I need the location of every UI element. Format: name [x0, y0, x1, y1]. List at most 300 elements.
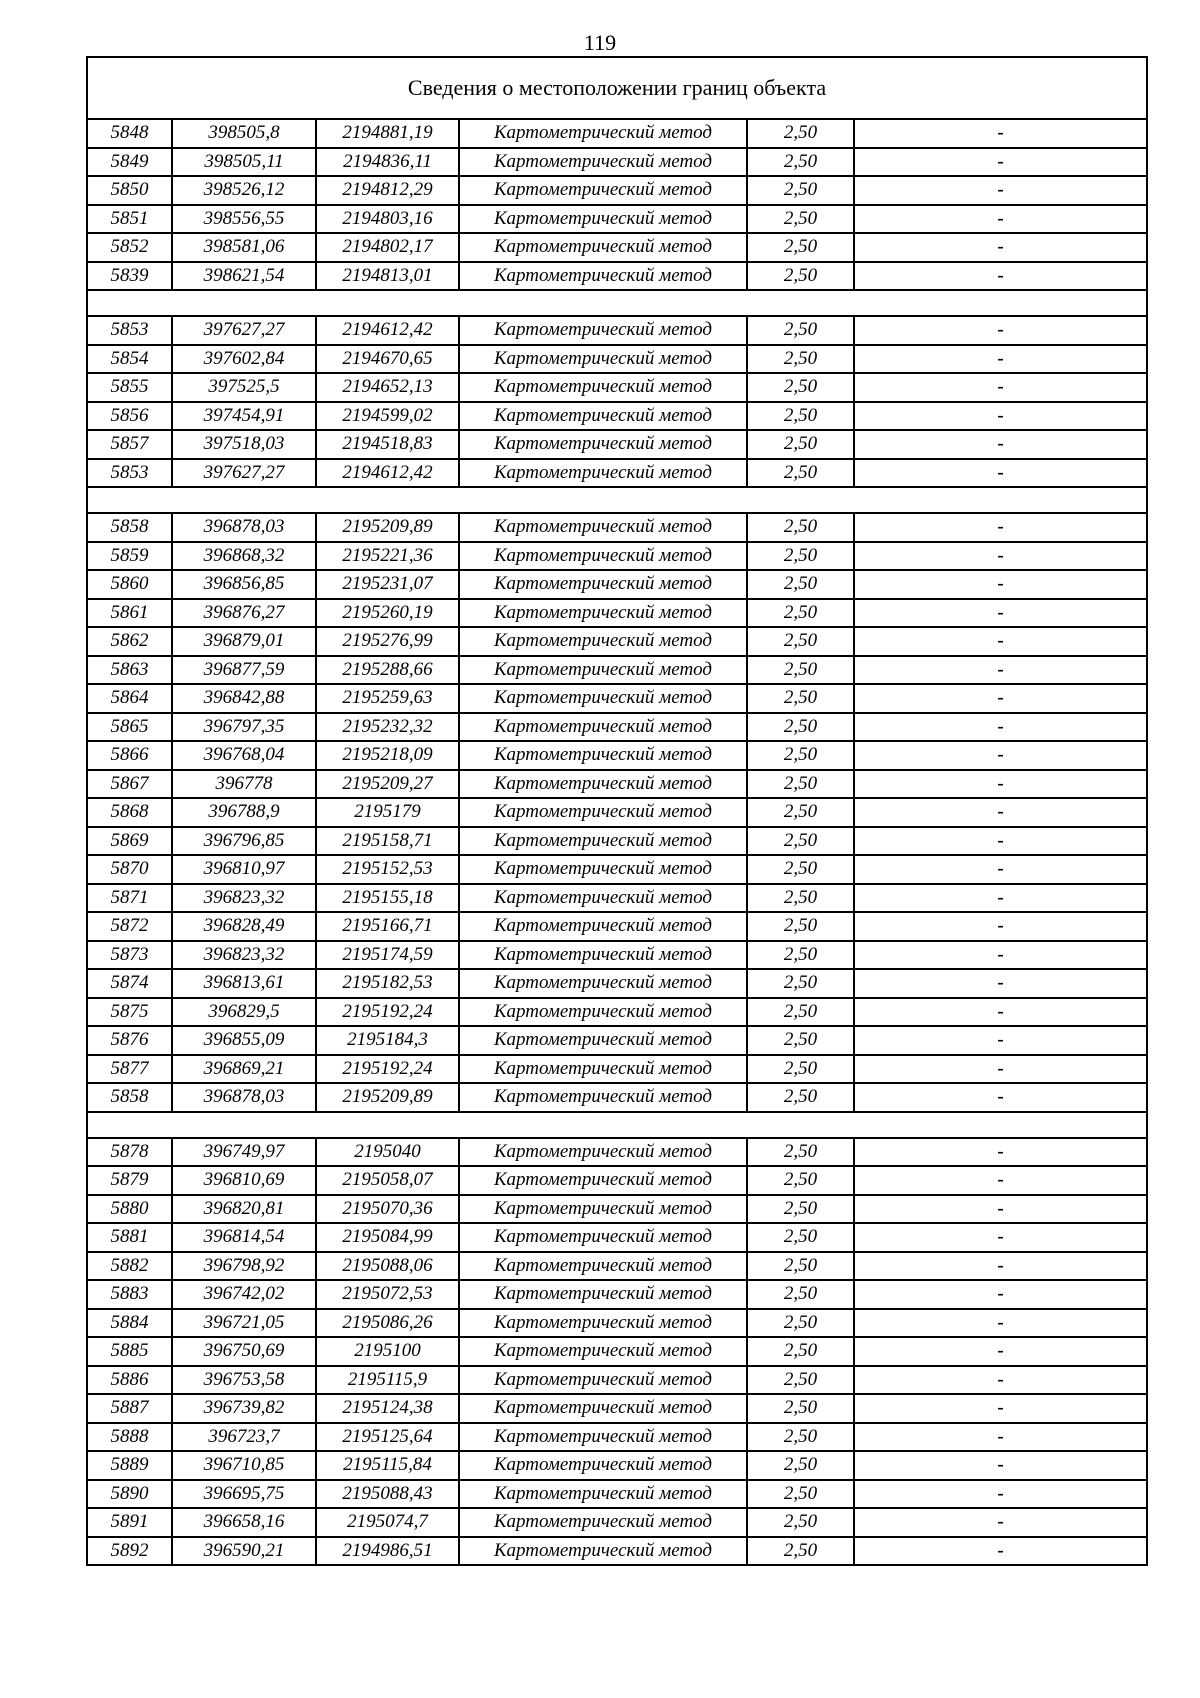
accuracy-cell: 2,50 [747, 1480, 854, 1509]
accuracy-cell: 2,50 [747, 798, 854, 827]
accuracy-cell: 2,50 [747, 1055, 854, 1084]
y-coordinate-cell: 2195192,24 [316, 998, 459, 1027]
point-number-cell: 5848 [88, 120, 172, 148]
y-coordinate-cell: 2195209,27 [316, 770, 459, 799]
x-coordinate-cell: 398505,11 [172, 148, 316, 177]
x-coordinate-cell: 396695,75 [172, 1480, 316, 1509]
group-separator [88, 290, 1146, 316]
table-row [88, 1026, 1146, 1055]
x-coordinate-cell: 397602,84 [172, 345, 316, 374]
method-cell: Картометрический метод [459, 627, 747, 656]
x-coordinate-cell: 397627,27 [172, 316, 316, 345]
method-cell: Картометрический метод [459, 542, 747, 571]
description-cell: - [854, 969, 1146, 998]
x-coordinate-cell: 396797,35 [172, 713, 316, 742]
y-coordinate-cell: 2195209,89 [316, 513, 459, 542]
method-cell: Картометрический метод [459, 1451, 747, 1480]
description-cell: - [854, 373, 1146, 402]
table-row [88, 1337, 1146, 1366]
point-number-cell: 5853 [88, 459, 172, 488]
method-cell: Картометрический метод [459, 373, 747, 402]
x-coordinate-cell: 396749,97 [172, 1138, 316, 1167]
page-number: 119 [583, 30, 617, 55]
description-cell: - [854, 827, 1146, 856]
method-cell: Картометрический метод [459, 430, 747, 459]
description-cell: - [854, 459, 1146, 488]
method-cell: Картометрический метод [459, 1394, 747, 1423]
point-number-cell: 5866 [88, 741, 172, 770]
y-coordinate-cell: 2195100 [316, 1337, 459, 1366]
point-number-cell: 5882 [88, 1252, 172, 1281]
x-coordinate-cell: 396721,05 [172, 1309, 316, 1338]
table-row [88, 233, 1146, 262]
method-cell: Картометрический метод [459, 912, 747, 941]
method-cell: Картометрический метод [459, 459, 747, 488]
x-coordinate-cell: 396878,03 [172, 1083, 316, 1112]
method-cell: Картометрический метод [459, 798, 747, 827]
y-coordinate-cell: 2194612,42 [316, 316, 459, 345]
x-coordinate-cell: 396813,61 [172, 969, 316, 998]
x-coordinate-cell: 398581,06 [172, 233, 316, 262]
table-row [88, 912, 1146, 941]
method-cell: Картометрический метод [459, 1166, 747, 1195]
description-cell: - [854, 542, 1146, 571]
accuracy-cell: 2,50 [747, 1337, 854, 1366]
method-cell: Картометрический метод [459, 262, 747, 291]
description-cell: - [854, 430, 1146, 459]
x-coordinate-cell: 397454,91 [172, 402, 316, 431]
method-cell: Картометрический метод [459, 684, 747, 713]
description-cell: - [854, 713, 1146, 742]
table-row [88, 741, 1146, 770]
method-cell: Картометрический метод [459, 969, 747, 998]
description-cell: - [854, 1138, 1146, 1167]
table-row [88, 1508, 1146, 1537]
description-cell: - [854, 998, 1146, 1027]
table-row [88, 684, 1146, 713]
y-coordinate-cell: 2195221,36 [316, 542, 459, 571]
accuracy-cell: 2,50 [747, 1195, 854, 1224]
coordinates-table-body [88, 120, 1146, 1564]
x-coordinate-cell: 396823,32 [172, 884, 316, 913]
point-number-cell: 5854 [88, 345, 172, 374]
y-coordinate-cell: 2195174,59 [316, 941, 459, 970]
accuracy-cell: 2,50 [747, 884, 854, 913]
description-cell: - [854, 120, 1146, 148]
accuracy-cell: 2,50 [747, 599, 854, 628]
table-row [88, 1423, 1146, 1452]
y-coordinate-cell: 2194986,51 [316, 1537, 459, 1565]
y-coordinate-cell: 2195276,99 [316, 627, 459, 656]
y-coordinate-cell: 2194599,02 [316, 402, 459, 431]
method-cell: Картометрический метод [459, 1195, 747, 1224]
description-cell: - [854, 570, 1146, 599]
accuracy-cell: 2,50 [747, 1423, 854, 1452]
method-cell: Картометрический метод [459, 941, 747, 970]
accuracy-cell: 2,50 [747, 1083, 854, 1112]
y-coordinate-cell: 2195209,89 [316, 1083, 459, 1112]
x-coordinate-cell: 396753,58 [172, 1366, 316, 1395]
description-cell: - [854, 316, 1146, 345]
accuracy-cell: 2,50 [747, 1026, 854, 1055]
table-row [88, 1252, 1146, 1281]
y-coordinate-cell: 2195088,43 [316, 1480, 459, 1509]
table-row [88, 969, 1146, 998]
accuracy-cell: 2,50 [747, 1223, 854, 1252]
accuracy-cell: 2,50 [747, 1366, 854, 1395]
accuracy-cell: 2,50 [747, 345, 854, 374]
method-cell: Картометрический метод [459, 599, 747, 628]
description-cell: - [854, 1026, 1146, 1055]
x-coordinate-cell: 396820,81 [172, 1195, 316, 1224]
y-coordinate-cell: 2195218,09 [316, 741, 459, 770]
x-coordinate-cell: 396879,01 [172, 627, 316, 656]
group-separator [88, 1112, 1146, 1138]
method-cell: Картометрический метод [459, 855, 747, 884]
method-cell: Картометрический метод [459, 1280, 747, 1309]
y-coordinate-cell: 2195184,3 [316, 1026, 459, 1055]
point-number-cell: 5855 [88, 373, 172, 402]
description-cell: - [854, 798, 1146, 827]
table-row [88, 345, 1146, 374]
table-row [88, 1223, 1146, 1252]
method-cell: Картометрический метод [459, 345, 747, 374]
x-coordinate-cell: 396742,02 [172, 1280, 316, 1309]
x-coordinate-cell: 396856,85 [172, 570, 316, 599]
y-coordinate-cell: 2194803,16 [316, 205, 459, 234]
point-number-cell: 5852 [88, 233, 172, 262]
table-row [88, 1394, 1146, 1423]
table-row [88, 262, 1146, 291]
y-coordinate-cell: 2195166,71 [316, 912, 459, 941]
y-coordinate-cell: 2195040 [316, 1138, 459, 1167]
method-cell: Картометрический метод [459, 1337, 747, 1366]
table-row [88, 770, 1146, 799]
table-row [88, 316, 1146, 345]
accuracy-cell: 2,50 [747, 262, 854, 291]
description-cell: - [854, 941, 1146, 970]
table-row [88, 1480, 1146, 1509]
table-row [88, 1055, 1146, 1084]
x-coordinate-cell: 396778 [172, 770, 316, 799]
table-row [88, 1280, 1146, 1309]
point-number-cell: 5864 [88, 684, 172, 713]
description-cell: - [854, 205, 1146, 234]
group-separator-cell [88, 487, 1146, 513]
accuracy-cell: 2,50 [747, 430, 854, 459]
table-row [88, 513, 1146, 542]
method-cell: Картометрический метод [459, 1055, 747, 1084]
method-cell: Картометрический метод [459, 770, 747, 799]
y-coordinate-cell: 2195158,71 [316, 827, 459, 856]
y-coordinate-cell: 2195182,53 [316, 969, 459, 998]
x-coordinate-cell: 396658,16 [172, 1508, 316, 1537]
point-number-cell: 5862 [88, 627, 172, 656]
y-coordinate-cell: 2194612,42 [316, 459, 459, 488]
x-coordinate-cell: 396878,03 [172, 513, 316, 542]
y-coordinate-cell: 2194812,29 [316, 176, 459, 205]
table-row [88, 941, 1146, 970]
table-row [88, 542, 1146, 571]
accuracy-cell: 2,50 [747, 402, 854, 431]
method-cell: Картометрический метод [459, 827, 747, 856]
point-number-cell: 5883 [88, 1280, 172, 1309]
point-number-cell: 5884 [88, 1309, 172, 1338]
accuracy-cell: 2,50 [747, 627, 854, 656]
accuracy-cell: 2,50 [747, 1166, 854, 1195]
accuracy-cell: 2,50 [747, 1508, 854, 1537]
x-coordinate-cell: 396723,7 [172, 1423, 316, 1452]
point-number-cell: 5888 [88, 1423, 172, 1452]
x-coordinate-cell: 396796,85 [172, 827, 316, 856]
accuracy-cell: 2,50 [747, 656, 854, 685]
accuracy-cell: 2,50 [747, 316, 854, 345]
point-number-cell: 5870 [88, 855, 172, 884]
table-row [88, 1451, 1146, 1480]
x-coordinate-cell: 398526,12 [172, 176, 316, 205]
point-number-cell: 5850 [88, 176, 172, 205]
description-cell: - [854, 855, 1146, 884]
point-number-cell: 5839 [88, 262, 172, 291]
x-coordinate-cell: 396798,92 [172, 1252, 316, 1281]
table-row [88, 1083, 1146, 1112]
table-row [88, 855, 1146, 884]
table-row [88, 120, 1146, 148]
accuracy-cell: 2,50 [747, 205, 854, 234]
method-cell: Картометрический метод [459, 741, 747, 770]
method-cell: Картометрический метод [459, 884, 747, 913]
y-coordinate-cell: 2195288,66 [316, 656, 459, 685]
method-cell: Картометрический метод [459, 1508, 747, 1537]
method-cell: Картометрический метод [459, 148, 747, 177]
method-cell: Картометрический метод [459, 1480, 747, 1509]
method-cell: Картометрический метод [459, 713, 747, 742]
y-coordinate-cell: 2195179 [316, 798, 459, 827]
description-cell: - [854, 1223, 1146, 1252]
accuracy-cell: 2,50 [747, 1309, 854, 1338]
table-row [88, 402, 1146, 431]
table-row [88, 627, 1146, 656]
description-cell: - [854, 1280, 1146, 1309]
table-row [88, 1195, 1146, 1224]
description-cell: - [854, 599, 1146, 628]
method-cell: Картометрический метод [459, 233, 747, 262]
accuracy-cell: 2,50 [747, 570, 854, 599]
description-cell: - [854, 1055, 1146, 1084]
table-row [88, 1138, 1146, 1167]
y-coordinate-cell: 2194652,13 [316, 373, 459, 402]
accuracy-cell: 2,50 [747, 233, 854, 262]
accuracy-cell: 2,50 [747, 176, 854, 205]
point-number-cell: 5885 [88, 1337, 172, 1366]
accuracy-cell: 2,50 [747, 998, 854, 1027]
description-cell: - [854, 1166, 1146, 1195]
description-cell: - [854, 656, 1146, 685]
description-cell: - [854, 1423, 1146, 1452]
description-cell: - [854, 770, 1146, 799]
point-number-cell: 5873 [88, 941, 172, 970]
y-coordinate-cell: 2195152,53 [316, 855, 459, 884]
x-coordinate-cell: 396768,04 [172, 741, 316, 770]
table-row [88, 827, 1146, 856]
accuracy-cell: 2,50 [747, 1537, 854, 1565]
x-coordinate-cell: 396829,5 [172, 998, 316, 1027]
x-coordinate-cell: 396810,97 [172, 855, 316, 884]
method-cell: Картометрический метод [459, 1138, 747, 1167]
y-coordinate-cell: 2195086,26 [316, 1309, 459, 1338]
method-cell: Картометрический метод [459, 205, 747, 234]
accuracy-cell: 2,50 [747, 713, 854, 742]
accuracy-cell: 2,50 [747, 373, 854, 402]
accuracy-cell: 2,50 [747, 513, 854, 542]
table-row [88, 1309, 1146, 1338]
y-coordinate-cell: 2194670,65 [316, 345, 459, 374]
table-row [88, 599, 1146, 628]
accuracy-cell: 2,50 [747, 148, 854, 177]
accuracy-cell: 2,50 [747, 1280, 854, 1309]
boundary-table [86, 56, 1148, 1566]
table-row [88, 713, 1146, 742]
accuracy-cell: 2,50 [747, 1394, 854, 1423]
description-cell: - [854, 1480, 1146, 1509]
method-cell: Картометрический метод [459, 998, 747, 1027]
point-number-cell: 5867 [88, 770, 172, 799]
y-coordinate-cell: 2195058,07 [316, 1166, 459, 1195]
description-cell: - [854, 912, 1146, 941]
table-title: Сведения о местоположении границ объекта [88, 58, 1146, 120]
description-cell: - [854, 1337, 1146, 1366]
x-coordinate-cell: 397525,5 [172, 373, 316, 402]
method-cell: Картометрический метод [459, 316, 747, 345]
point-number-cell: 5879 [88, 1166, 172, 1195]
y-coordinate-cell: 2195074,7 [316, 1508, 459, 1537]
table-row [88, 1166, 1146, 1195]
point-number-cell: 5889 [88, 1451, 172, 1480]
point-number-cell: 5857 [88, 430, 172, 459]
method-cell: Картометрический метод [459, 570, 747, 599]
method-cell: Картометрический метод [459, 1252, 747, 1281]
description-cell: - [854, 402, 1146, 431]
accuracy-cell: 2,50 [747, 912, 854, 941]
table-row [88, 459, 1146, 488]
table-row [88, 884, 1146, 913]
y-coordinate-cell: 2194813,01 [316, 262, 459, 291]
y-coordinate-cell: 2194836,11 [316, 148, 459, 177]
accuracy-cell: 2,50 [747, 1252, 854, 1281]
x-coordinate-cell: 396590,21 [172, 1537, 316, 1565]
method-cell: Картометрический метод [459, 1026, 747, 1055]
accuracy-cell: 2,50 [747, 542, 854, 571]
point-number-cell: 5880 [88, 1195, 172, 1224]
x-coordinate-cell: 396823,32 [172, 941, 316, 970]
x-coordinate-cell: 396828,49 [172, 912, 316, 941]
y-coordinate-cell: 2195259,63 [316, 684, 459, 713]
x-coordinate-cell: 396842,88 [172, 684, 316, 713]
accuracy-cell: 2,50 [747, 684, 854, 713]
x-coordinate-cell: 396814,54 [172, 1223, 316, 1252]
point-number-cell: 5872 [88, 912, 172, 941]
accuracy-cell: 2,50 [747, 969, 854, 998]
point-number-cell: 5871 [88, 884, 172, 913]
method-cell: Картометрический метод [459, 1083, 747, 1112]
method-cell: Картометрический метод [459, 656, 747, 685]
y-coordinate-cell: 2195125,64 [316, 1423, 459, 1452]
method-cell: Картометрический метод [459, 1537, 747, 1565]
point-number-cell: 5890 [88, 1480, 172, 1509]
x-coordinate-cell: 396877,59 [172, 656, 316, 685]
method-cell: Картометрический метод [459, 1423, 747, 1452]
method-cell: Картометрический метод [459, 513, 747, 542]
point-number-cell: 5849 [88, 148, 172, 177]
description-cell: - [854, 1394, 1146, 1423]
accuracy-cell: 2,50 [747, 1451, 854, 1480]
x-coordinate-cell: 396710,85 [172, 1451, 316, 1480]
description-cell: - [854, 1083, 1146, 1112]
table-row [88, 1366, 1146, 1395]
accuracy-cell: 2,50 [747, 120, 854, 148]
y-coordinate-cell: 2195192,24 [316, 1055, 459, 1084]
x-coordinate-cell: 396788,9 [172, 798, 316, 827]
description-cell: - [854, 1451, 1146, 1480]
description-cell: - [854, 741, 1146, 770]
x-coordinate-cell: 398556,55 [172, 205, 316, 234]
y-coordinate-cell: 2195232,32 [316, 713, 459, 742]
x-coordinate-cell: 396855,09 [172, 1026, 316, 1055]
x-coordinate-cell: 396868,32 [172, 542, 316, 571]
point-number-cell: 5863 [88, 656, 172, 685]
description-cell: - [854, 176, 1146, 205]
description-cell: - [854, 1366, 1146, 1395]
x-coordinate-cell: 396750,69 [172, 1337, 316, 1366]
description-cell: - [854, 1508, 1146, 1537]
point-number-cell: 5874 [88, 969, 172, 998]
point-number-cell: 5865 [88, 713, 172, 742]
accuracy-cell: 2,50 [747, 941, 854, 970]
description-cell: - [854, 1309, 1146, 1338]
table-row [88, 373, 1146, 402]
description-cell: - [854, 233, 1146, 262]
point-number-cell: 5858 [88, 1083, 172, 1112]
point-number-cell: 5868 [88, 798, 172, 827]
x-coordinate-cell: 397518,03 [172, 430, 316, 459]
accuracy-cell: 2,50 [747, 855, 854, 884]
group-separator-cell [88, 1112, 1146, 1138]
description-cell: - [854, 148, 1146, 177]
point-number-cell: 5858 [88, 513, 172, 542]
description-cell: - [854, 1195, 1146, 1224]
point-number-cell: 5861 [88, 599, 172, 628]
description-cell: - [854, 684, 1146, 713]
table-row [88, 798, 1146, 827]
point-number-cell: 5878 [88, 1138, 172, 1167]
x-coordinate-cell: 398505,8 [172, 120, 316, 148]
x-coordinate-cell: 396876,27 [172, 599, 316, 628]
y-coordinate-cell: 2195084,99 [316, 1223, 459, 1252]
y-coordinate-cell: 2195115,9 [316, 1366, 459, 1395]
group-separator-cell [88, 290, 1146, 316]
group-separator [88, 487, 1146, 513]
point-number-cell: 5853 [88, 316, 172, 345]
table-row [88, 656, 1146, 685]
description-cell: - [854, 1252, 1146, 1281]
point-number-cell: 5887 [88, 1394, 172, 1423]
method-cell: Картометрический метод [459, 1223, 747, 1252]
accuracy-cell: 2,50 [747, 459, 854, 488]
y-coordinate-cell: 2195072,53 [316, 1280, 459, 1309]
coordinates-table [88, 120, 1146, 1564]
method-cell: Картометрический метод [459, 1309, 747, 1338]
accuracy-cell: 2,50 [747, 770, 854, 799]
